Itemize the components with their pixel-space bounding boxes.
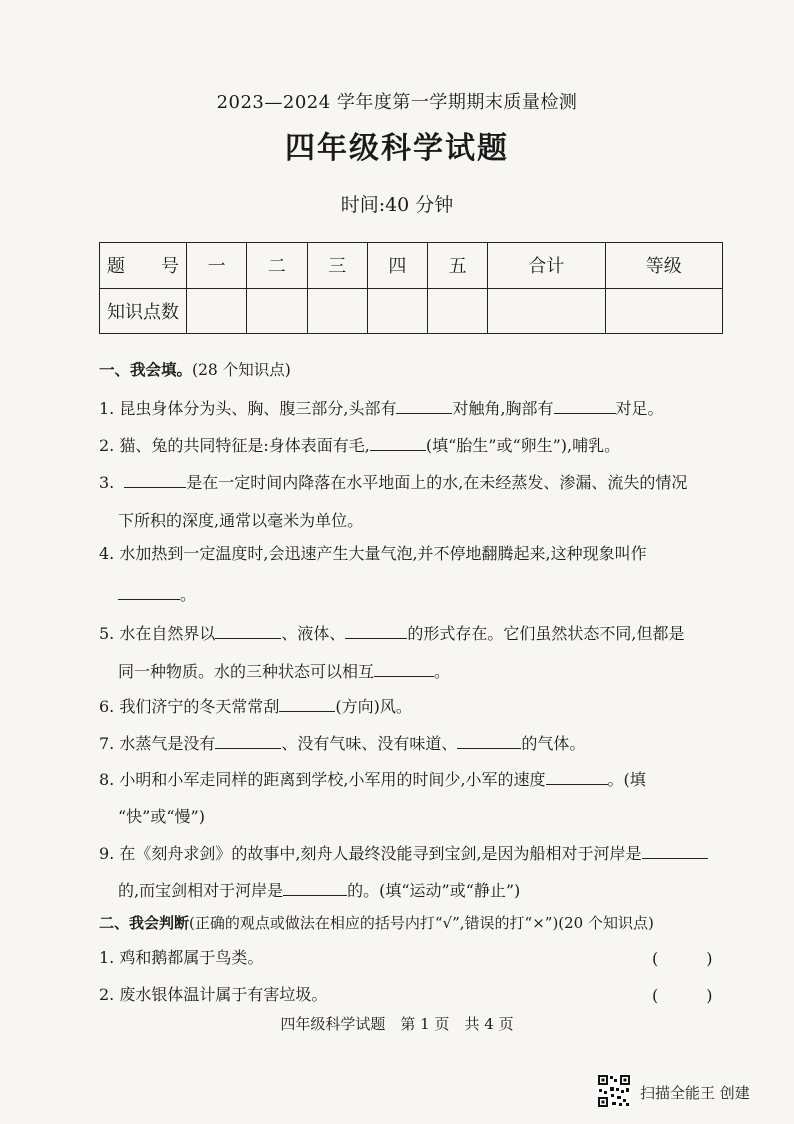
score-input-cell[interactable] bbox=[605, 288, 722, 334]
question-1-4-cont: 。 bbox=[118, 582, 738, 605]
question-1-2: 2. 猫、兔的共同特征是:身体表面有毛, (填“胎生”或“卵生”),哺乳。 bbox=[99, 436, 621, 455]
question-1-1: 1. 昆虫身体分为头、胸、腹三部分,头部有 对触角,胸部有 对足。 bbox=[99, 399, 664, 418]
table-cell: 五 bbox=[428, 243, 488, 289]
answer-blank[interactable] bbox=[118, 583, 180, 600]
qr-code-icon bbox=[597, 1074, 631, 1108]
question-2-2: 2. 废水银体温计属于有害垃圾。 bbox=[99, 985, 328, 1004]
answer-parentheses[interactable]: ( ) bbox=[652, 986, 713, 1005]
exam-subtitle: 2023—2024 学年度第一学期期末质量检测 bbox=[216, 92, 578, 113]
table-cell: 一 bbox=[187, 243, 247, 289]
answer-blank[interactable] bbox=[283, 879, 347, 896]
answer-blank[interactable] bbox=[279, 695, 335, 712]
exam-title: 四年级科学试题 bbox=[285, 131, 509, 166]
answer-blank[interactable] bbox=[457, 732, 521, 749]
score-input-cell[interactable] bbox=[307, 288, 367, 334]
question-2-1: 1. 鸡和鹅都属于鸟类。 bbox=[99, 948, 264, 967]
table-cell: 等级 bbox=[605, 243, 722, 289]
question-1-8: 8. 小明和小军走同样的距离到学校,小军用的时间少,小军的速度 。(填 bbox=[99, 770, 646, 789]
question-1-6: 6. 我们济宁的冬天常常刮 (方向)风。 bbox=[99, 697, 412, 716]
section-1-heading: 一、我会填。(28 个知识点) bbox=[99, 360, 291, 379]
score-input-cell[interactable] bbox=[247, 288, 307, 334]
question-1-5: 5. 水在自然界以 、液体、 的形式存在。它们虽然状态不同,但都是 bbox=[99, 624, 685, 643]
table-cell: 二 bbox=[247, 243, 307, 289]
question-1-9-cont: 的,而宝剑相对于河岸是 的。(填“运动”或“静止”) bbox=[118, 881, 521, 900]
question-1-9: 9. 在《刻舟求剑》的故事中,刻舟人最终没能寻到宝剑,是因为船相对于河岸是 bbox=[99, 842, 739, 863]
score-table-header-row bbox=[100, 243, 723, 289]
question-1-7: 7. 水蒸气是没有 、没有气味、没有味道、 的气体。 bbox=[99, 734, 586, 753]
score-table bbox=[99, 242, 723, 334]
question-1-3-cont: 下所积的深度,通常以毫米为单位。 bbox=[118, 511, 364, 530]
question-1-4: 4. 水加热到一定温度时,会迅速产生大量气泡,并不停地翻腾起来,这种现象叫作 bbox=[99, 544, 647, 563]
answer-blank[interactable] bbox=[396, 397, 452, 414]
answer-blank[interactable] bbox=[124, 471, 186, 488]
page-footer: 四年级科学试题 第 1 页 共 4 页 bbox=[280, 1015, 514, 1033]
answer-blank[interactable] bbox=[215, 732, 281, 749]
table-cell: 四 bbox=[367, 243, 427, 289]
table-cell: 题 号 bbox=[100, 243, 187, 289]
score-input-cell[interactable] bbox=[367, 288, 427, 334]
table-cell: 知识点数 bbox=[100, 288, 187, 334]
answer-parentheses[interactable]: ( ) bbox=[652, 949, 713, 968]
exam-time: 时间:40 分钟 bbox=[340, 194, 454, 216]
scanner-watermark: 扫描全能王 创建 bbox=[640, 1084, 750, 1102]
score-input-cell[interactable] bbox=[187, 288, 247, 334]
answer-blank[interactable] bbox=[345, 622, 407, 639]
answer-blank[interactable] bbox=[546, 768, 608, 785]
question-1-8-cont: “快”或“慢”) bbox=[118, 807, 205, 826]
question-1-5-cont: 同一种物质。水的三种状态可以相互 。 bbox=[118, 662, 451, 681]
answer-blank[interactable] bbox=[215, 622, 281, 639]
answer-blank[interactable] bbox=[370, 434, 426, 451]
section-2-heading: 二、我会判断(正确的观点或做法在相应的括号内打“√”,错误的打“×”)(20 个知识点) bbox=[99, 914, 654, 932]
answer-blank[interactable] bbox=[642, 842, 708, 859]
table-cell: 三 bbox=[307, 243, 367, 289]
score-input-cell[interactable] bbox=[488, 288, 605, 334]
answer-blank[interactable] bbox=[554, 397, 616, 414]
answer-blank[interactable] bbox=[374, 660, 434, 677]
question-1-3: 3. 是在一定时间内降落在水平地面上的水,在未经蒸发、渗漏、流失的情况 bbox=[99, 473, 688, 492]
score-table-points-row bbox=[100, 288, 723, 334]
score-input-cell[interactable] bbox=[428, 288, 488, 334]
table-cell: 合计 bbox=[488, 243, 605, 289]
